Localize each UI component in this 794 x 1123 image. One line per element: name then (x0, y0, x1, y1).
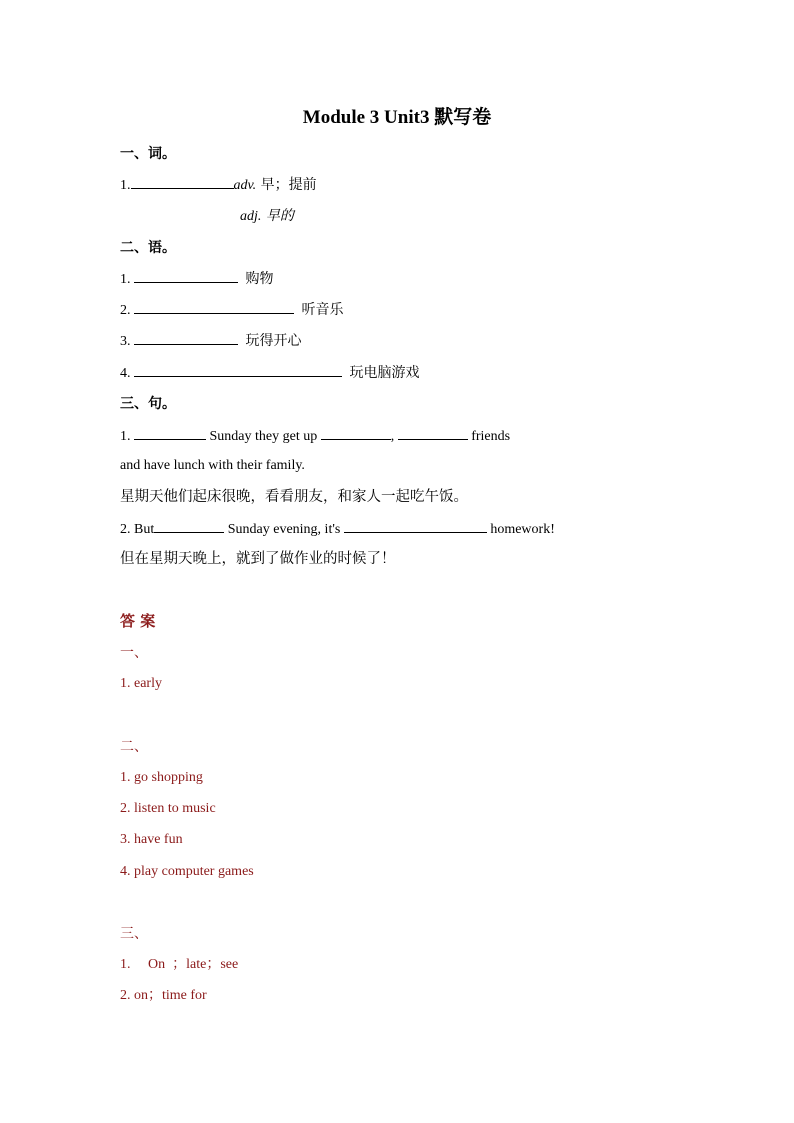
sentence-text: friends (471, 429, 511, 444)
sentence-1-line-1 (120, 425, 510, 447)
meaning: 玩得开心 (245, 333, 302, 349)
phrase-item-1 (120, 268, 274, 290)
item-number: 3. (120, 334, 131, 349)
section-2-heading: 二、语。 (120, 240, 176, 256)
phrase-item-2 (120, 299, 344, 321)
sentence-1-translation: 星期天他们起床很晚，看看朋友，和家人一起吃午饭。 (120, 489, 468, 505)
answer-blank[interactable] (398, 425, 468, 440)
sentence-2 (120, 518, 555, 540)
item-number: 1. (120, 429, 131, 444)
item-number: 2. (120, 303, 131, 318)
meaning: 听音乐 (301, 302, 344, 318)
answers-section-3-label: 三、 (120, 926, 148, 942)
answer-item: 1. go shopping (120, 770, 203, 785)
item-number: 2. But (120, 522, 155, 537)
part-of-speech: adj. (240, 209, 262, 224)
part-of-speech: adv. (233, 178, 257, 193)
sentence-text: homework! (490, 522, 555, 537)
answers-section-2-label: 二、 (120, 739, 148, 755)
section-3-heading: 三、句。 (120, 396, 176, 412)
answer-item: 1. early (120, 676, 162, 691)
answer-blank[interactable] (134, 268, 238, 283)
sentence-text: Sunday evening, it's (227, 522, 341, 537)
phrase-item-4 (120, 362, 420, 384)
answer-item: 3. have fun (120, 832, 183, 847)
word-item-1-alt (240, 206, 294, 227)
answer-blank[interactable] (134, 299, 294, 314)
phrase-item-3 (120, 330, 302, 352)
answer-blank[interactable] (344, 518, 487, 533)
answer-item: 1. On ；late；see (120, 957, 239, 972)
answer-blank[interactable] (134, 362, 342, 377)
answer-blank[interactable] (131, 174, 234, 189)
answer-blank[interactable] (321, 425, 391, 440)
sentence-1-line-2: and have lunch with their family. (120, 458, 305, 473)
section-1-heading: 一、词。 (120, 146, 176, 162)
meaning: 早；提前 (256, 177, 317, 193)
item-number: 1. (120, 272, 131, 287)
page-title: Module 3 Unit3 默写卷 (302, 107, 492, 128)
answer-blank[interactable] (154, 518, 224, 533)
answers-section-1-label: 一、 (120, 645, 148, 661)
answer-blank[interactable] (134, 330, 238, 345)
word-item-1 (120, 174, 317, 196)
meaning: 玩电脑游戏 (349, 365, 420, 381)
answer-item: 2. on；time for (120, 988, 207, 1003)
meaning: 早的 (261, 208, 294, 224)
answer-blank[interactable] (134, 425, 206, 440)
answer-item: 2. listen to music (120, 801, 216, 816)
meaning: 购物 (245, 271, 274, 287)
sentence-text: , (390, 429, 395, 444)
item-number: 4. (120, 366, 131, 381)
answer-item: 4. play computer games (120, 864, 254, 879)
sentence-text: Sunday they get up (209, 429, 318, 444)
item-number: 1. (120, 178, 131, 193)
answers-heading: 答 案 (120, 612, 156, 630)
sentence-2-translation: 但在星期天晚上，就到了做作业的时候了！ (120, 551, 396, 567)
